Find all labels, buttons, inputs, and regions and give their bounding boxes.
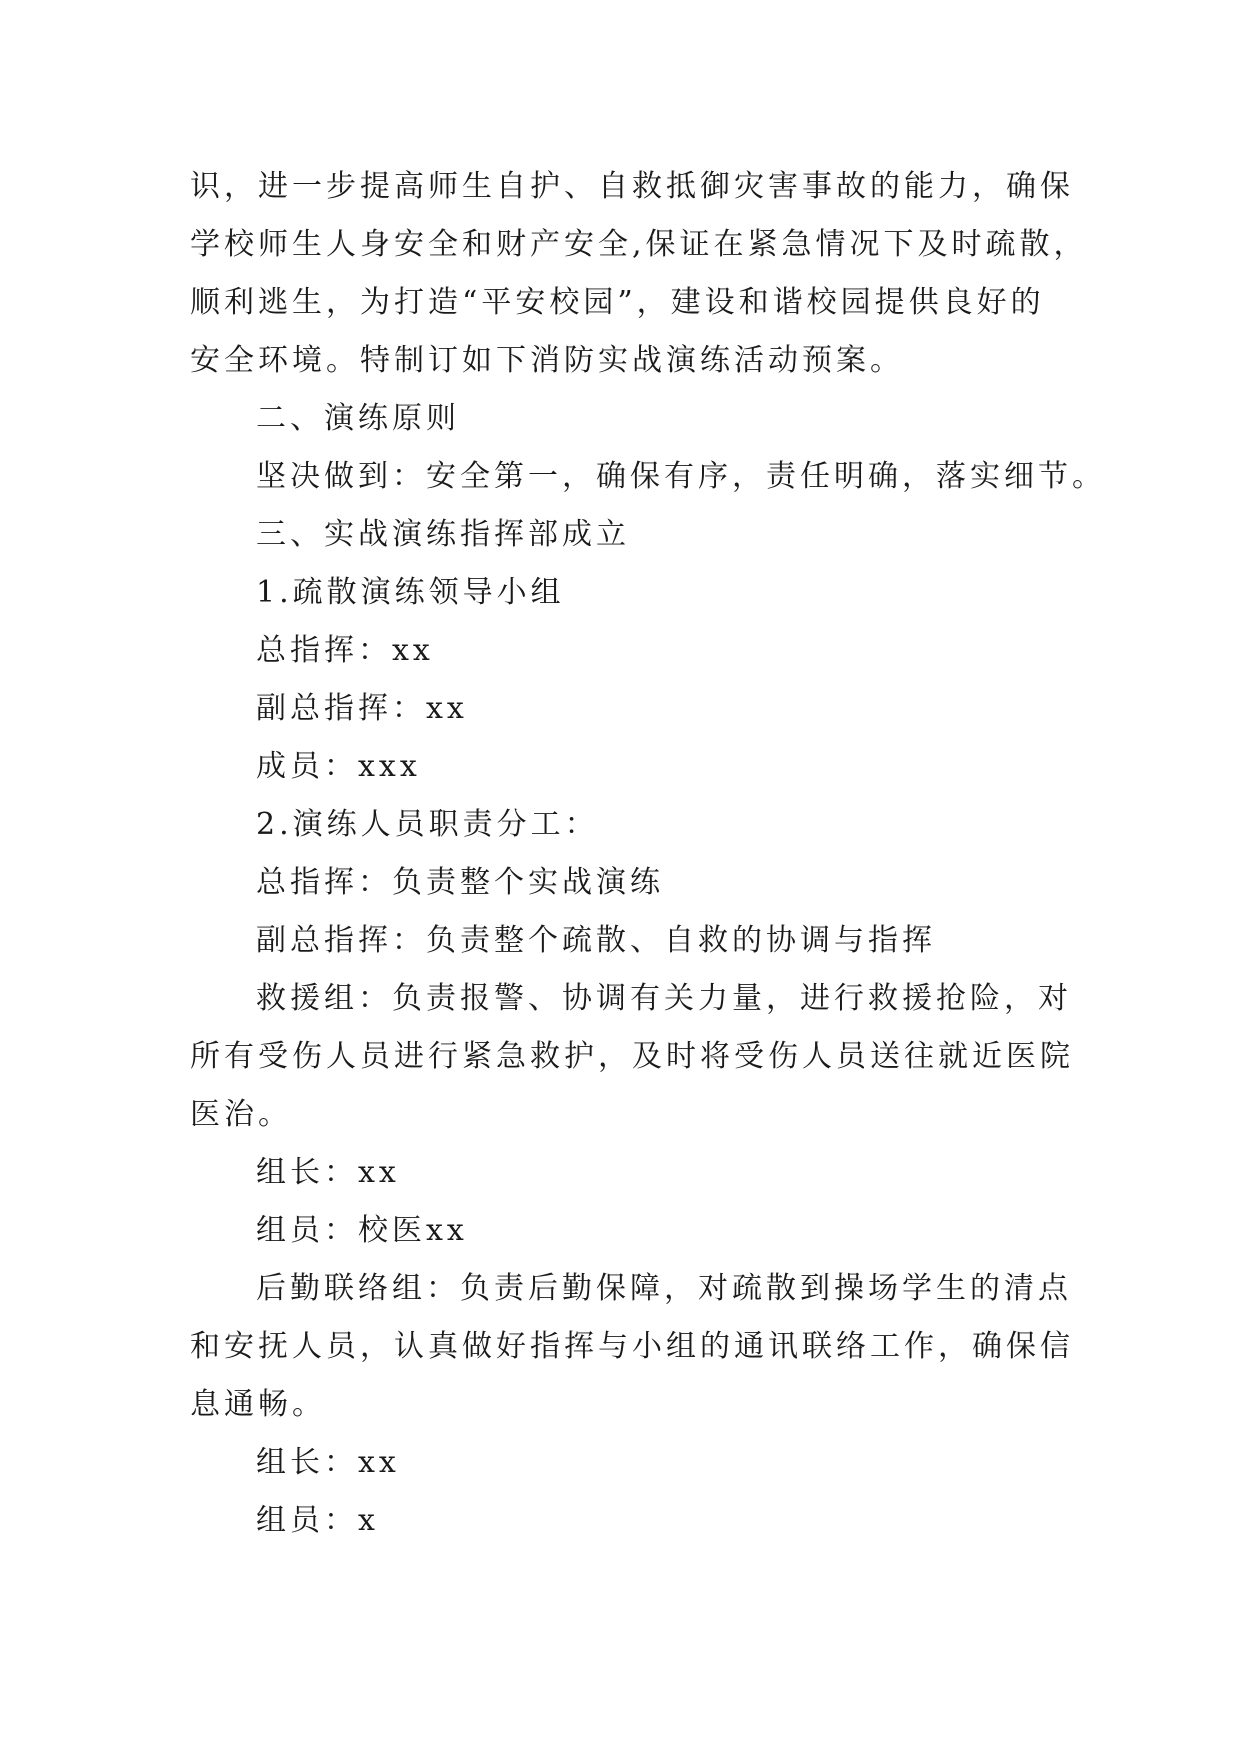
paragraph-line: 医治。	[190, 1097, 292, 1132]
paragraph-line: 息通畅。	[190, 1387, 326, 1422]
paragraph-line: 后勤联络组：负责后勤保障，对疏散到操场学生的清点	[256, 1271, 1072, 1306]
section-heading-command-center: 三、实战演练指挥部成立	[256, 517, 630, 552]
paragraph-line: 识，进一步提高师生自护、自救抵御灾害事故的能力，确保	[190, 169, 1074, 204]
paragraph-line: 坚决做到：安全第一，确保有序，责任明确，落实细节。	[256, 459, 1106, 494]
list-item: 总指挥：负责整个实战演练	[256, 865, 664, 900]
list-item: 组长：xx	[256, 1155, 400, 1190]
paragraph-line: 和安抚人员，认真做好指挥与小组的通讯联络工作，确保信	[190, 1329, 1074, 1364]
subheading-duty-division: 2.演练人员职责分工：	[256, 807, 599, 842]
list-item: 副总指挥：xx	[256, 691, 468, 726]
list-item: 组长：xx	[256, 1445, 400, 1480]
document-body	[190, 158, 1106, 1550]
paragraph-line: 所有受伤人员进行紧急救护，及时将受伤人员送往就近医院	[190, 1039, 1074, 1074]
list-item: 组员：x	[256, 1503, 379, 1538]
list-item: 副总指挥：负责整个疏散、自救的协调与指挥	[256, 923, 936, 958]
paragraph-line: 学校师生人身安全和财产安全,保证在紧急情况下及时疏散，	[190, 227, 1088, 262]
paragraph-line: 安全环境。特制订如下消防实战演练活动预案。	[190, 343, 904, 378]
paragraph-line: 救援组：负责报警、协调有关力量，进行救援抢险，对	[256, 981, 1072, 1016]
list-item: 成员：xxx	[256, 749, 421, 784]
paragraph-line: 顺利逃生，为打造“平安校园”，建设和谐校园提供良好的	[190, 285, 1045, 320]
section-heading-drill-principles: 二、演练原则	[256, 401, 460, 436]
list-item: 组员：校医xx	[256, 1213, 468, 1248]
list-item: 总指挥：xx	[256, 633, 434, 668]
subheading-leadership-group: 1.疏散演练领导小组	[256, 575, 565, 610]
